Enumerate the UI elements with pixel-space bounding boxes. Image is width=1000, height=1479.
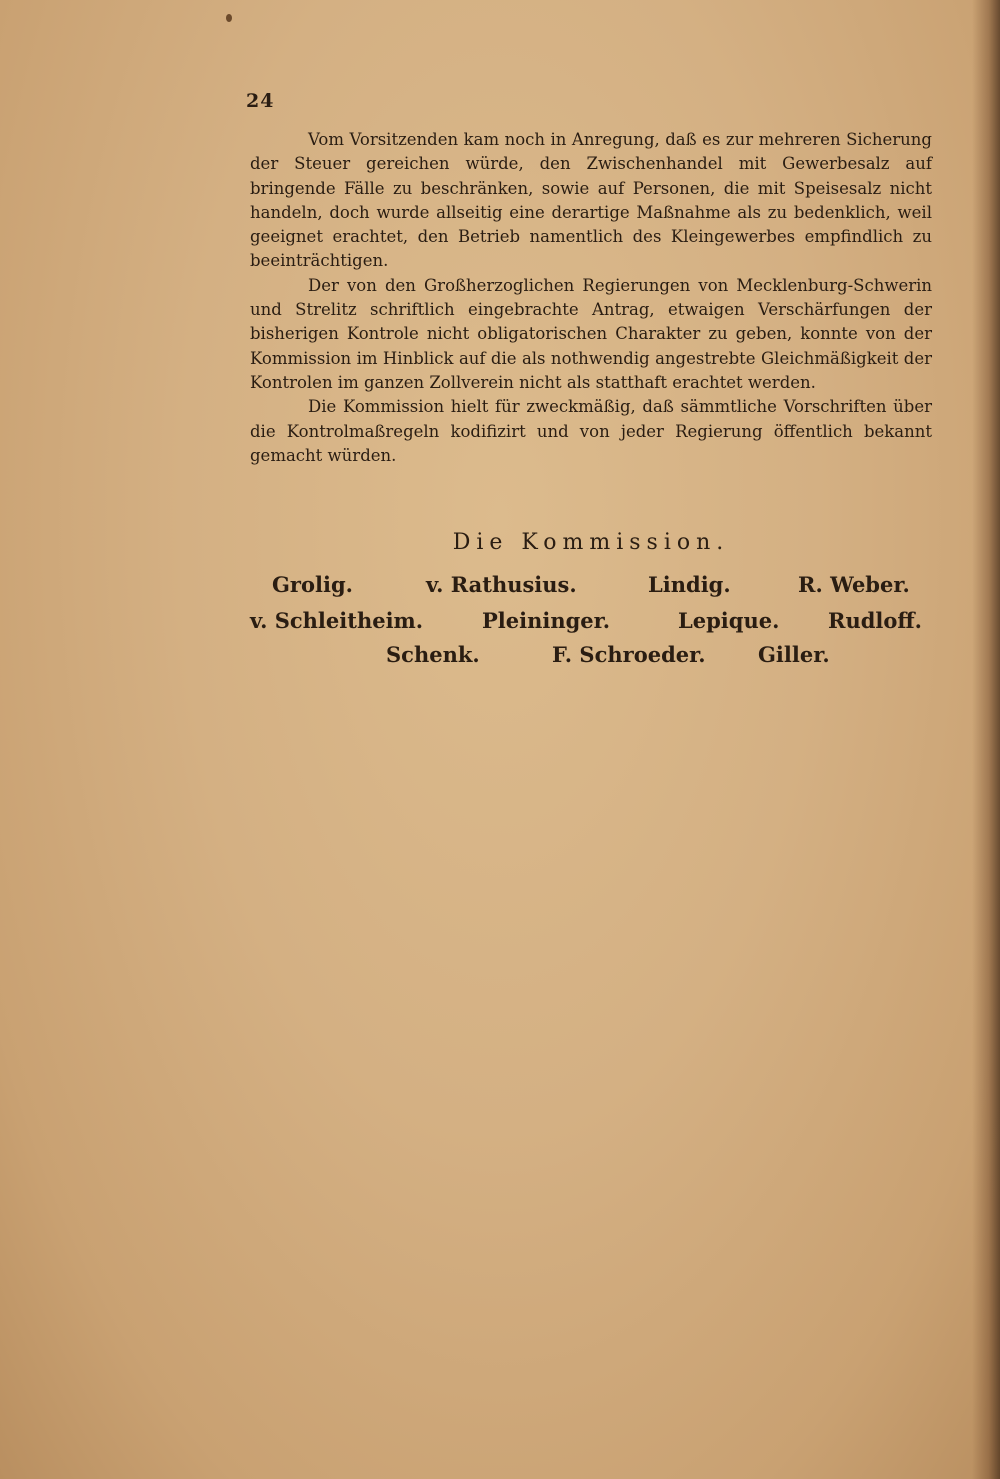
signature-rathusius: v. Rathusius. (426, 572, 577, 597)
signature-lepique: Lepique. (678, 608, 780, 633)
ink-speck (226, 14, 232, 22)
page-number: 24 (246, 90, 275, 112)
signature-schroeder: F. Schroeder. (552, 642, 706, 667)
page-edge-shadow (972, 0, 1000, 1479)
signature-lindig: Lindig. (648, 572, 731, 597)
signature-giller: Giller. (758, 642, 830, 667)
signature-rudloff: Rudloff. (828, 608, 922, 633)
paragraph-3: Die Kommission hielt für zweckmäßig, daß sämmtliche Vorschriften über die Kontrolmaßregeln kodifizirt und von jeder Regierung öffentlich bekannt gemacht würden. (250, 397, 932, 465)
signature-schenk: Schenk. (386, 642, 480, 667)
signature-heading: Die Kommission. (452, 530, 730, 555)
paragraph-2: Der von den Großherzoglichen Regierungen von Mecklenburg-Schwerin und Strelitz schriftlich eingebrachte Antrag, etwaigen Verschärfungen der bisherigen Kontrole nicht obligatorischen Charakter zu geben, konnte von der Kommission im Hinblick auf die als nothwendig angestrebte Gleichmäßigkeit der Kontrolen im ganzen Zollverein nicht als statthaft erachtet werden. (250, 275, 932, 392)
signature-pleininger: Pleininger. (482, 608, 611, 633)
paragraph-1: Vom Vorsitzenden kam noch in Anregung, daß es zur mehreren Sicherung der Steuer gereichen würde, den Zwischenhandel mit Gewerbesalz auf bringende Fälle zu beschränken, sowie auf Personen, die mit Speisesalz nicht handeln, doch wurde allseitig eine derartige Maßnahme als zu bedenklich, weil geeignet erachtet, den Betrieb namentlich des Kleingewerbes empfindlich zu beeinträchtigen. (250, 130, 932, 271)
signature-schleitheim: v. Schleitheim. (250, 608, 424, 633)
signature-grolig: Grolig. (272, 572, 353, 597)
body-text (250, 128, 932, 468)
signature-weber: R. Weber. (798, 572, 910, 597)
